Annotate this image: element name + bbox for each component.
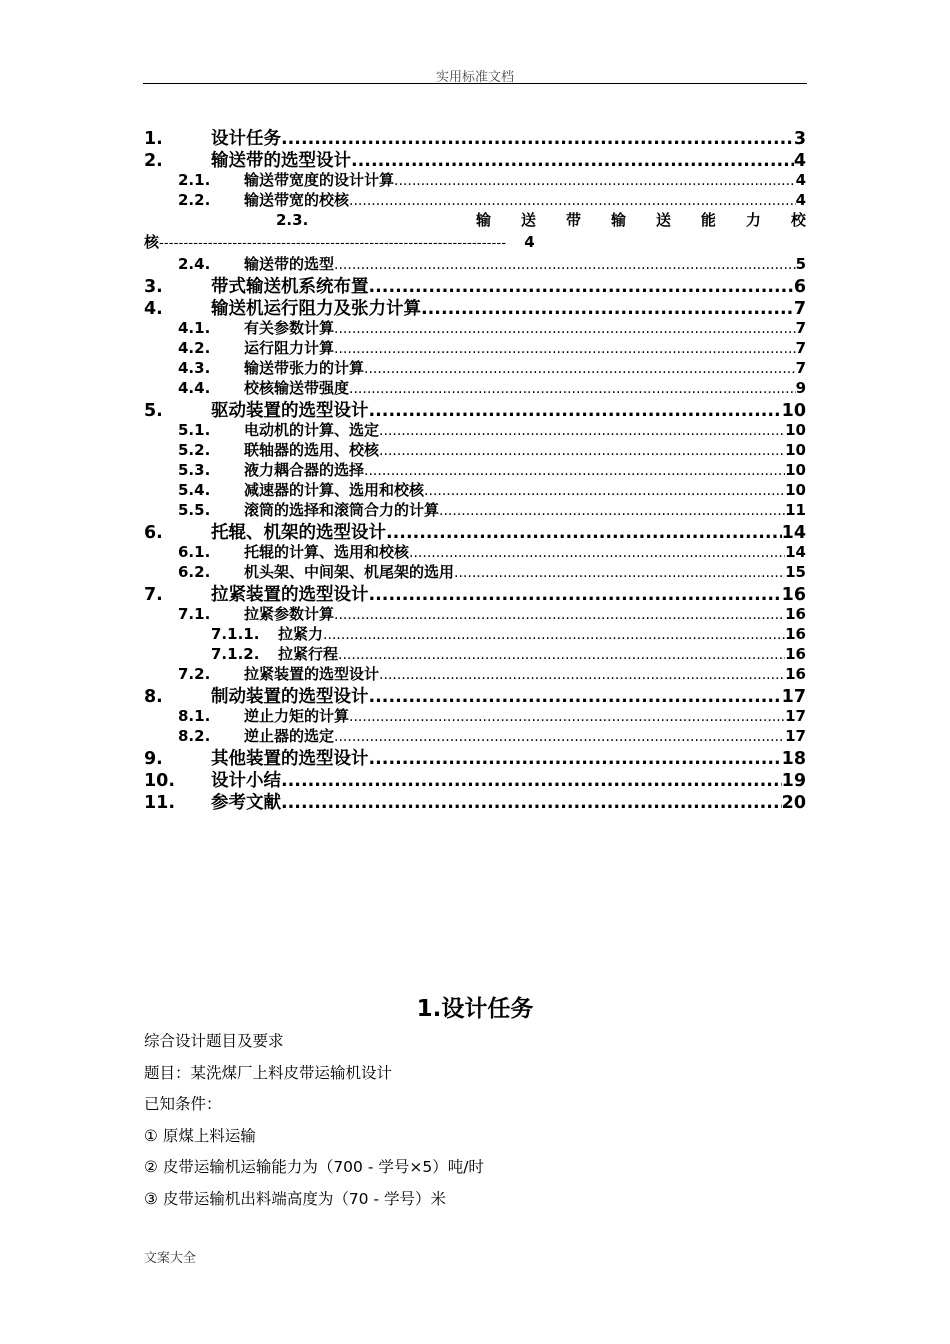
- toc-leader-dots: [454, 565, 785, 581]
- toc-entry-number: 3.: [144, 277, 163, 295]
- toc-leader-dots: [349, 709, 785, 725]
- toc-leader-dots: [351, 151, 794, 169]
- toc-leader-dots: [281, 793, 782, 811]
- toc-entry-number: 5.5.: [178, 501, 211, 519]
- toc-entry[interactable]: [144, 643, 806, 663]
- toc-entry[interactable]: [144, 479, 806, 499]
- toc-entry[interactable]: [144, 561, 806, 581]
- toc-leader-dots: [379, 443, 785, 459]
- toc-entry-number: 4.4.: [178, 379, 211, 397]
- toc-leader-dots: [386, 523, 782, 541]
- toc-title-char: 送: [520, 211, 536, 229]
- toc-entry-page: 15: [785, 563, 806, 581]
- toc-leader-dots: [424, 483, 785, 499]
- toc-entry-page: 16: [785, 665, 806, 683]
- toc-entry-title: 拉紧装置的选型设计: [244, 665, 380, 683]
- toc-entry-title: 输送带宽的校核: [244, 191, 350, 209]
- toc-entry-page: 16: [785, 625, 806, 643]
- toc-entry-title: 液力耦合器的选择: [244, 461, 365, 479]
- toc-entry-number: 8.1.: [178, 707, 211, 725]
- toc-entry-number: 2.: [144, 151, 163, 169]
- toc-entry-title: 输送带张力的计算: [244, 359, 365, 377]
- toc-entry-page: 10: [785, 441, 806, 459]
- toc-leader-dots: [349, 193, 796, 209]
- toc-entry-page: 10: [785, 421, 806, 439]
- section-body: [144, 1030, 806, 1219]
- toc-entry-page: 7: [795, 359, 806, 377]
- toc-entry-title: 拉紧装置的选型设计: [211, 585, 369, 603]
- toc-entry-title: 参考文献: [211, 793, 281, 811]
- table-of-contents: [144, 125, 806, 811]
- toc-entry[interactable]: [144, 439, 806, 459]
- toc-entry[interactable]: [144, 663, 806, 683]
- toc-entry[interactable]: [144, 603, 806, 623]
- toc-entry[interactable]: [144, 273, 806, 295]
- toc-leader-dots: [281, 771, 782, 789]
- toc-entry-number: 8.2.: [178, 727, 211, 745]
- toc-leader-dashes: -----------------------------------------------------------------------: [159, 236, 507, 251]
- toc-entry-title: 驱动装置的选型设计: [211, 401, 369, 419]
- toc-entry-page: 4: [795, 191, 806, 209]
- body-paragraph: ③ 皮带运输机出料端高度为（70 - 学号）米: [144, 1189, 446, 1208]
- toc-entry[interactable]: [144, 623, 806, 643]
- toc-entry[interactable]: [144, 499, 806, 519]
- toc-leader-dots: [364, 361, 796, 377]
- toc-entry-page: 6: [793, 277, 806, 295]
- toc-entry[interactable]: [144, 189, 806, 209]
- toc-entry-title: 逆止器的选定: [244, 727, 335, 745]
- toc-entry-title: 其他装置的选型设计: [211, 749, 369, 767]
- body-paragraph: ① 原煤上料运输: [144, 1126, 256, 1145]
- toc-entry-page: 10: [785, 481, 806, 499]
- toc-entry-page: 10: [785, 461, 806, 479]
- toc-entry-title: 滚筒的选择和滚筒合力的计算: [244, 501, 440, 519]
- toc-title-char: 带: [565, 211, 581, 229]
- toc-entry-number: 2.2.: [178, 191, 211, 209]
- toc-entry-number: 5.2.: [178, 441, 211, 459]
- toc-entry-number: 4.3.: [178, 359, 211, 377]
- toc-entry-page: 17: [785, 727, 806, 745]
- toc-entry-title: 机头架、中间架、机尾架的选用: [244, 563, 455, 581]
- toc-entry-title: 带式输送机系统布置: [211, 277, 369, 295]
- toc-entry-number: 6.2.: [178, 563, 211, 581]
- body-paragraph: 已知条件：: [144, 1095, 222, 1113]
- toc-title-char: 力: [745, 211, 761, 229]
- toc-title-char: 输: [476, 211, 492, 229]
- toc-entry-page: 4: [524, 233, 535, 251]
- toc-entry-title: 输送带宽度的设计计算: [244, 171, 395, 189]
- toc-entry-title: 拉紧参数计算: [244, 605, 335, 623]
- toc-entry-title: 减速器的计算、选用和校核: [244, 481, 425, 499]
- toc-entry-number: 2.3.: [276, 211, 309, 229]
- toc-leader-dots: [323, 627, 785, 643]
- toc-entry-page: 16: [785, 645, 806, 663]
- toc-entry-page: 4: [793, 151, 806, 169]
- toc-entry-page: 14: [785, 543, 806, 561]
- toc-leader-dots: [421, 299, 794, 317]
- toc-entry-number: 10.: [144, 771, 176, 789]
- toc-entry-title: 制动装置的选型设计: [211, 687, 369, 705]
- toc-entry[interactable]: [144, 581, 806, 603]
- toc-entry-page: 17: [785, 707, 806, 725]
- toc-entry-page: 9: [795, 379, 806, 397]
- toc-entry[interactable]: [144, 789, 806, 811]
- toc-entry-page: 3: [793, 129, 806, 147]
- toc-leader-dots: [369, 687, 782, 705]
- toc-entry-number: 4.1.: [178, 319, 211, 337]
- toc-entry-title-tail: 核: [144, 233, 160, 251]
- toc-entry-page: 10: [781, 401, 806, 419]
- toc-entry-page: 5: [795, 255, 806, 273]
- toc-entry-page: 7: [793, 299, 806, 317]
- toc-entry[interactable]: [144, 253, 806, 273]
- toc-entry-page: 7: [795, 319, 806, 337]
- toc-entry-title: 联轴器的选用、校核: [244, 441, 380, 459]
- toc-entry-title: 设计小结: [211, 771, 281, 789]
- toc-entry-number: 9.: [144, 749, 163, 767]
- toc-entry[interactable]: [144, 209, 806, 231]
- toc-entry-number: 2.1.: [178, 171, 211, 189]
- page-footer: 文案大全: [144, 1251, 197, 1266]
- toc-entry[interactable]: [144, 519, 806, 541]
- toc-entry-title: 托辊、机架的选型设计: [211, 523, 386, 541]
- body-paragraph: ② 皮带运输机运输能力为（700 - 学号×5）吨/时: [144, 1158, 484, 1176]
- toc-leader-dots: [394, 173, 796, 189]
- toc-entry-page: 17: [781, 687, 806, 705]
- toc-entry-title: 电动机的计算、选定: [244, 421, 380, 439]
- toc-entry-number: 7.1.2.: [211, 645, 260, 663]
- toc-leader-dots: [409, 545, 785, 561]
- toc-leader-dots: [334, 257, 796, 273]
- toc-entry-number: 4.: [144, 299, 163, 317]
- toc-entry-continuation[interactable]: [144, 231, 806, 253]
- toc-leader-dots: [439, 503, 785, 519]
- toc-leader-dots: [334, 341, 796, 357]
- toc-entry-number: 5.4.: [178, 481, 211, 499]
- toc-entry-page: 7: [795, 339, 806, 357]
- toc-entry[interactable]: [144, 377, 806, 397]
- toc-entry[interactable]: [144, 705, 806, 725]
- toc-entry-title: 逆止力矩的计算: [244, 707, 350, 725]
- toc-entry-number: 5.: [144, 401, 163, 419]
- toc-leader-dots: [338, 647, 785, 663]
- toc-entry[interactable]: [144, 725, 806, 745]
- toc-entry[interactable]: [144, 745, 806, 767]
- toc-entry-title: 拉紧力: [278, 625, 324, 643]
- toc-entry-page: 19: [781, 771, 806, 789]
- toc-entry[interactable]: [144, 337, 806, 357]
- page-header: 实用标准文档: [435, 70, 514, 85]
- toc-entry-number: 6.: [144, 523, 163, 541]
- toc-leader-dots: [369, 585, 782, 603]
- toc-entry-title: [476, 209, 806, 230]
- toc-entry-title: 输送机运行阻力及张力计算: [211, 299, 421, 317]
- toc-entry-number: 5.1.: [178, 421, 211, 439]
- toc-entry[interactable]: [144, 317, 806, 337]
- toc-leader-dots: [334, 321, 796, 337]
- section-heading: 1.设计任务: [416, 996, 534, 1022]
- toc-leader-dots: [334, 607, 785, 623]
- toc-entry[interactable]: [144, 683, 806, 705]
- toc-entry-number: 7.: [144, 585, 163, 603]
- toc-entry-title: 运行阻力计算: [244, 339, 335, 357]
- toc-entry-number: 1.: [144, 129, 163, 147]
- toc-entry-title: 设计任务: [211, 129, 281, 147]
- toc-leader-dots: [379, 667, 785, 683]
- toc-entry-page: 16: [781, 585, 806, 603]
- body-paragraph: 题目：某洗煤厂上料皮带运输机设计: [144, 1063, 393, 1082]
- toc-title-char: 校: [790, 211, 806, 229]
- toc-entry-number: 5.3.: [178, 461, 211, 479]
- toc-entry-page: 14: [781, 523, 806, 541]
- toc-leader-dots: [349, 381, 796, 397]
- toc-leader-dots: [369, 749, 782, 767]
- toc-entry-page: 4: [795, 171, 806, 189]
- toc-title-char: 送: [655, 211, 671, 229]
- toc-entry[interactable]: [144, 169, 806, 189]
- body-paragraph: 综合设计题目及要求: [144, 1032, 284, 1050]
- toc-leader-dots: [379, 423, 785, 439]
- header-divider: [143, 83, 807, 84]
- toc-entry-title: 输送带的选型设计: [211, 151, 351, 169]
- toc-leader-dots: [334, 729, 785, 745]
- toc-leader-dots: [281, 129, 794, 147]
- toc-entry-title: 校核输送带强度: [244, 379, 350, 397]
- toc-entry-number: 7.2.: [178, 665, 211, 683]
- toc-leader-dots: [369, 277, 794, 295]
- toc-entry-page: 20: [781, 793, 806, 811]
- toc-entry-number: 8.: [144, 687, 163, 705]
- toc-leader-dots: [364, 463, 785, 479]
- toc-entry[interactable]: [144, 767, 806, 789]
- toc-entry-title: 有关参数计算: [244, 319, 335, 337]
- toc-entry[interactable]: [144, 357, 806, 377]
- toc-entry-title: 托辊的计算、选用和校核: [244, 543, 410, 561]
- toc-title-char: 能: [700, 211, 716, 229]
- toc-entry-title: 拉紧行程: [278, 645, 339, 663]
- toc-entry[interactable]: [144, 147, 806, 169]
- toc-entry[interactable]: [144, 541, 806, 561]
- toc-entry-title: 输送带的选型: [244, 255, 335, 273]
- toc-entry[interactable]: [144, 459, 806, 479]
- toc-entry[interactable]: [144, 419, 806, 439]
- toc-entry-number: 11.: [144, 793, 176, 811]
- toc-entry-number: 4.2.: [178, 339, 211, 357]
- toc-entry-page: 11: [785, 501, 806, 519]
- toc-entry[interactable]: [144, 125, 806, 147]
- toc-entry[interactable]: [144, 397, 806, 419]
- toc-entry[interactable]: [144, 295, 806, 317]
- toc-title-char: 输: [610, 211, 626, 229]
- toc-entry-number: 6.1.: [178, 543, 211, 561]
- toc-entry-number: 7.1.1.: [211, 625, 260, 643]
- toc-entry-number: 7.1.: [178, 605, 211, 623]
- toc-entry-page: 18: [781, 749, 806, 767]
- toc-entry-page: 16: [785, 605, 806, 623]
- toc-leader-dots: [369, 401, 782, 419]
- toc-entry-number: 2.4.: [178, 255, 211, 273]
